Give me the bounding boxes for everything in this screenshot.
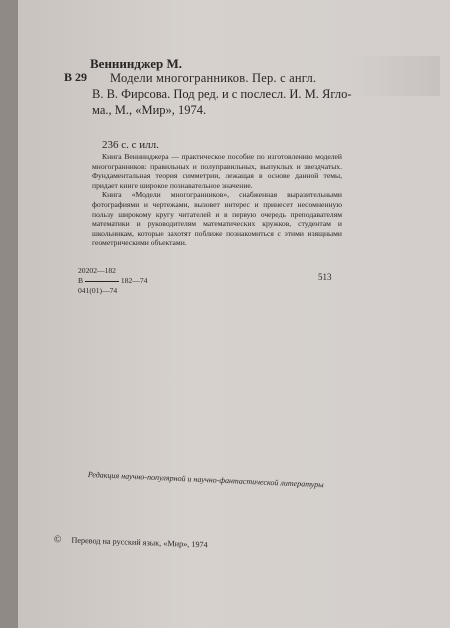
title-line-3: ма., М., «Мир», 1974. (92, 103, 207, 117)
bibliographic-index (78, 266, 147, 295)
title-line-2: В. В. Фирсова. Под ред. и с послесл. И. М. Ягло- (92, 87, 352, 101)
abstract (92, 152, 342, 248)
abstract-paragraph-2: Книга «Модели многогранников», снабженная выразительными фотографиями и чертежами, вызовет интерес и принесет несомненную пользу широкому кругу читателей и в первую очередь преподавателям математики и руководителям математических кружков, студентам и школьникам, которые захотят поближе познакомиться с этими изящными геометрическими объектами. (92, 190, 342, 248)
book-page (18, 0, 450, 628)
index-fraction-line (85, 281, 119, 282)
udk-number: 513 (318, 272, 332, 282)
index-top: 20202—182 (78, 266, 116, 275)
author-name: Веннинджер М. (90, 56, 183, 71)
index-bottom: 041(01)—74 (78, 285, 118, 295)
index-middle-right: 182—74 (120, 275, 148, 285)
page-count: 236 с. с илл. (102, 139, 159, 151)
index-middle: В (78, 275, 84, 285)
page-shadow (350, 56, 440, 96)
title-line-1: Модели многогранников. Пер. с англ. (110, 71, 317, 85)
abstract-paragraph-1: Книга Веннинджера — практическое пособие по изготовлению моделей многогранников: правильных и полуправильных, выпуклых и звездчатых. Фундаментальная теория симметрии, лежащая в основе данной темы, придает книге широкое познавательное значение. (92, 152, 342, 190)
index-middle-row (78, 276, 147, 286)
copyright-text: Перевод на русский язык, «Мир», 1974 (71, 535, 208, 550)
editorial-note: Редакция научно-популярной и научно-фантастической литературы (87, 470, 324, 490)
library-code: В 29 (64, 70, 88, 84)
copyright-line (54, 534, 208, 550)
copyright-symbol: © (53, 534, 62, 546)
